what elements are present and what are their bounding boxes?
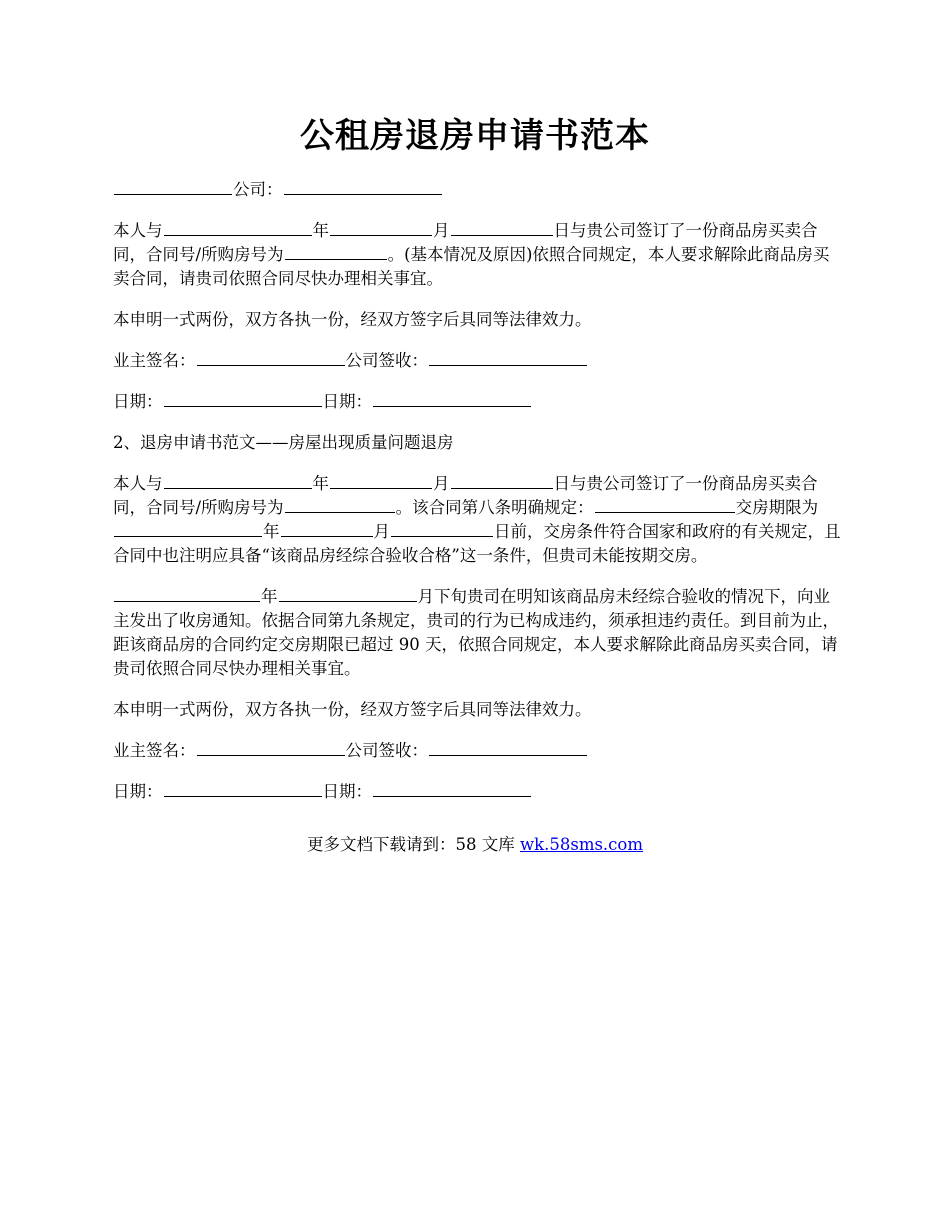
company-label: 公司： bbox=[233, 180, 283, 199]
blank-field bbox=[451, 219, 553, 236]
blank-field bbox=[373, 390, 531, 407]
blank-field bbox=[451, 472, 553, 489]
paragraph bbox=[113, 219, 843, 291]
paragraph bbox=[113, 585, 843, 681]
blank-field bbox=[429, 349, 587, 366]
blank-field bbox=[281, 520, 373, 537]
signature-line bbox=[113, 739, 843, 763]
date-label: 日期： bbox=[322, 782, 372, 801]
paragraph: 本申明一式两份，双方各执一份，经双方签字后具同等法律效力。 bbox=[113, 310, 592, 329]
text-run: 日与贵公司签订了一份商品房买卖合同，合同号/所购房号为 bbox=[113, 221, 818, 264]
blank-field bbox=[330, 219, 432, 236]
date-label: 日期： bbox=[113, 782, 163, 801]
blank-field bbox=[285, 243, 387, 260]
text-run: 本人与 bbox=[113, 474, 163, 493]
footer-text: 更多文档下载请到：58 文库 bbox=[306, 835, 520, 854]
text-run: 年 bbox=[312, 474, 329, 493]
blank-field bbox=[373, 780, 531, 797]
blank-field bbox=[391, 520, 493, 537]
date-line bbox=[113, 780, 843, 804]
blank-field bbox=[429, 739, 587, 756]
date-label: 日期： bbox=[322, 392, 372, 411]
document-title: 公租房退房申请书范本 bbox=[300, 116, 650, 156]
text-run: 交房期限为 bbox=[735, 498, 819, 517]
text-run: 日前，交房条件符合国家和政府的有关规定，且合同中也注明应具备“该商品房经综合验收合格”这一条件，但贵司未能按期交房。 bbox=[113, 522, 841, 565]
text-run: 。该合同第八条明确规定： bbox=[395, 498, 594, 517]
text-run: 年 bbox=[312, 221, 329, 240]
paragraph: 本申明一式两份，双方各执一份，经双方签字后具同等法律效力。 bbox=[113, 700, 592, 719]
text-run: 月下旬贵司在明知该商品房未经综合验收的情况下，向业主发出了收房通知。依据合同第九条规定，贵司的行为已构成违约，须承担违约责任。到目前为止，距该商品房的合同约定交房期限已超过 90 天，依照合同规定，本人要求解除此商品房买卖合同，请贵司依照合同尽快办理相关事宜。 bbox=[113, 587, 839, 678]
blank-field bbox=[114, 520, 262, 537]
blank-field bbox=[595, 496, 735, 513]
text-run: 。(基本情况及原因)依照合同规定，本人要求解除此商品房买卖合同，请贵司依照合同尽快办理相关事宜。 bbox=[113, 245, 830, 288]
blank-field bbox=[114, 585, 260, 602]
blank-field bbox=[197, 349, 345, 366]
text-run: 月 bbox=[373, 522, 390, 541]
text-run: 本人与 bbox=[113, 221, 163, 240]
blank-field bbox=[197, 739, 345, 756]
text-run: 年 bbox=[263, 522, 280, 541]
blank-field bbox=[164, 390, 322, 407]
blank-field bbox=[164, 219, 312, 236]
blank-field bbox=[284, 178, 442, 195]
paragraph bbox=[113, 472, 843, 568]
blank-field bbox=[330, 472, 432, 489]
blank-field bbox=[285, 496, 395, 513]
company-receipt-label: 公司签收： bbox=[345, 351, 428, 370]
text-run: 月 bbox=[433, 474, 450, 493]
text-run: 日与贵公司签订了一份商品房买卖合同，合同号/所购房号为 bbox=[113, 474, 818, 517]
document-body bbox=[113, 178, 843, 821]
footer bbox=[0, 833, 950, 857]
blank-field bbox=[279, 585, 417, 602]
company-receipt-label: 公司签收： bbox=[345, 741, 428, 760]
blank-field bbox=[114, 178, 232, 195]
date-label: 日期： bbox=[113, 392, 163, 411]
blank-field bbox=[164, 780, 322, 797]
company-line bbox=[113, 178, 843, 202]
owner-signature-label: 业主签名： bbox=[113, 741, 196, 760]
date-line bbox=[113, 390, 843, 414]
section-heading: 2、退房申请书范文——房屋出现质量问题退房 bbox=[113, 433, 454, 452]
footer-link[interactable]: wk.58sms.com bbox=[519, 835, 643, 854]
signature-line bbox=[113, 349, 843, 373]
blank-field bbox=[164, 472, 312, 489]
text-run: 年 bbox=[261, 587, 278, 606]
text-run: 月 bbox=[433, 221, 450, 240]
owner-signature-label: 业主签名： bbox=[113, 351, 196, 370]
